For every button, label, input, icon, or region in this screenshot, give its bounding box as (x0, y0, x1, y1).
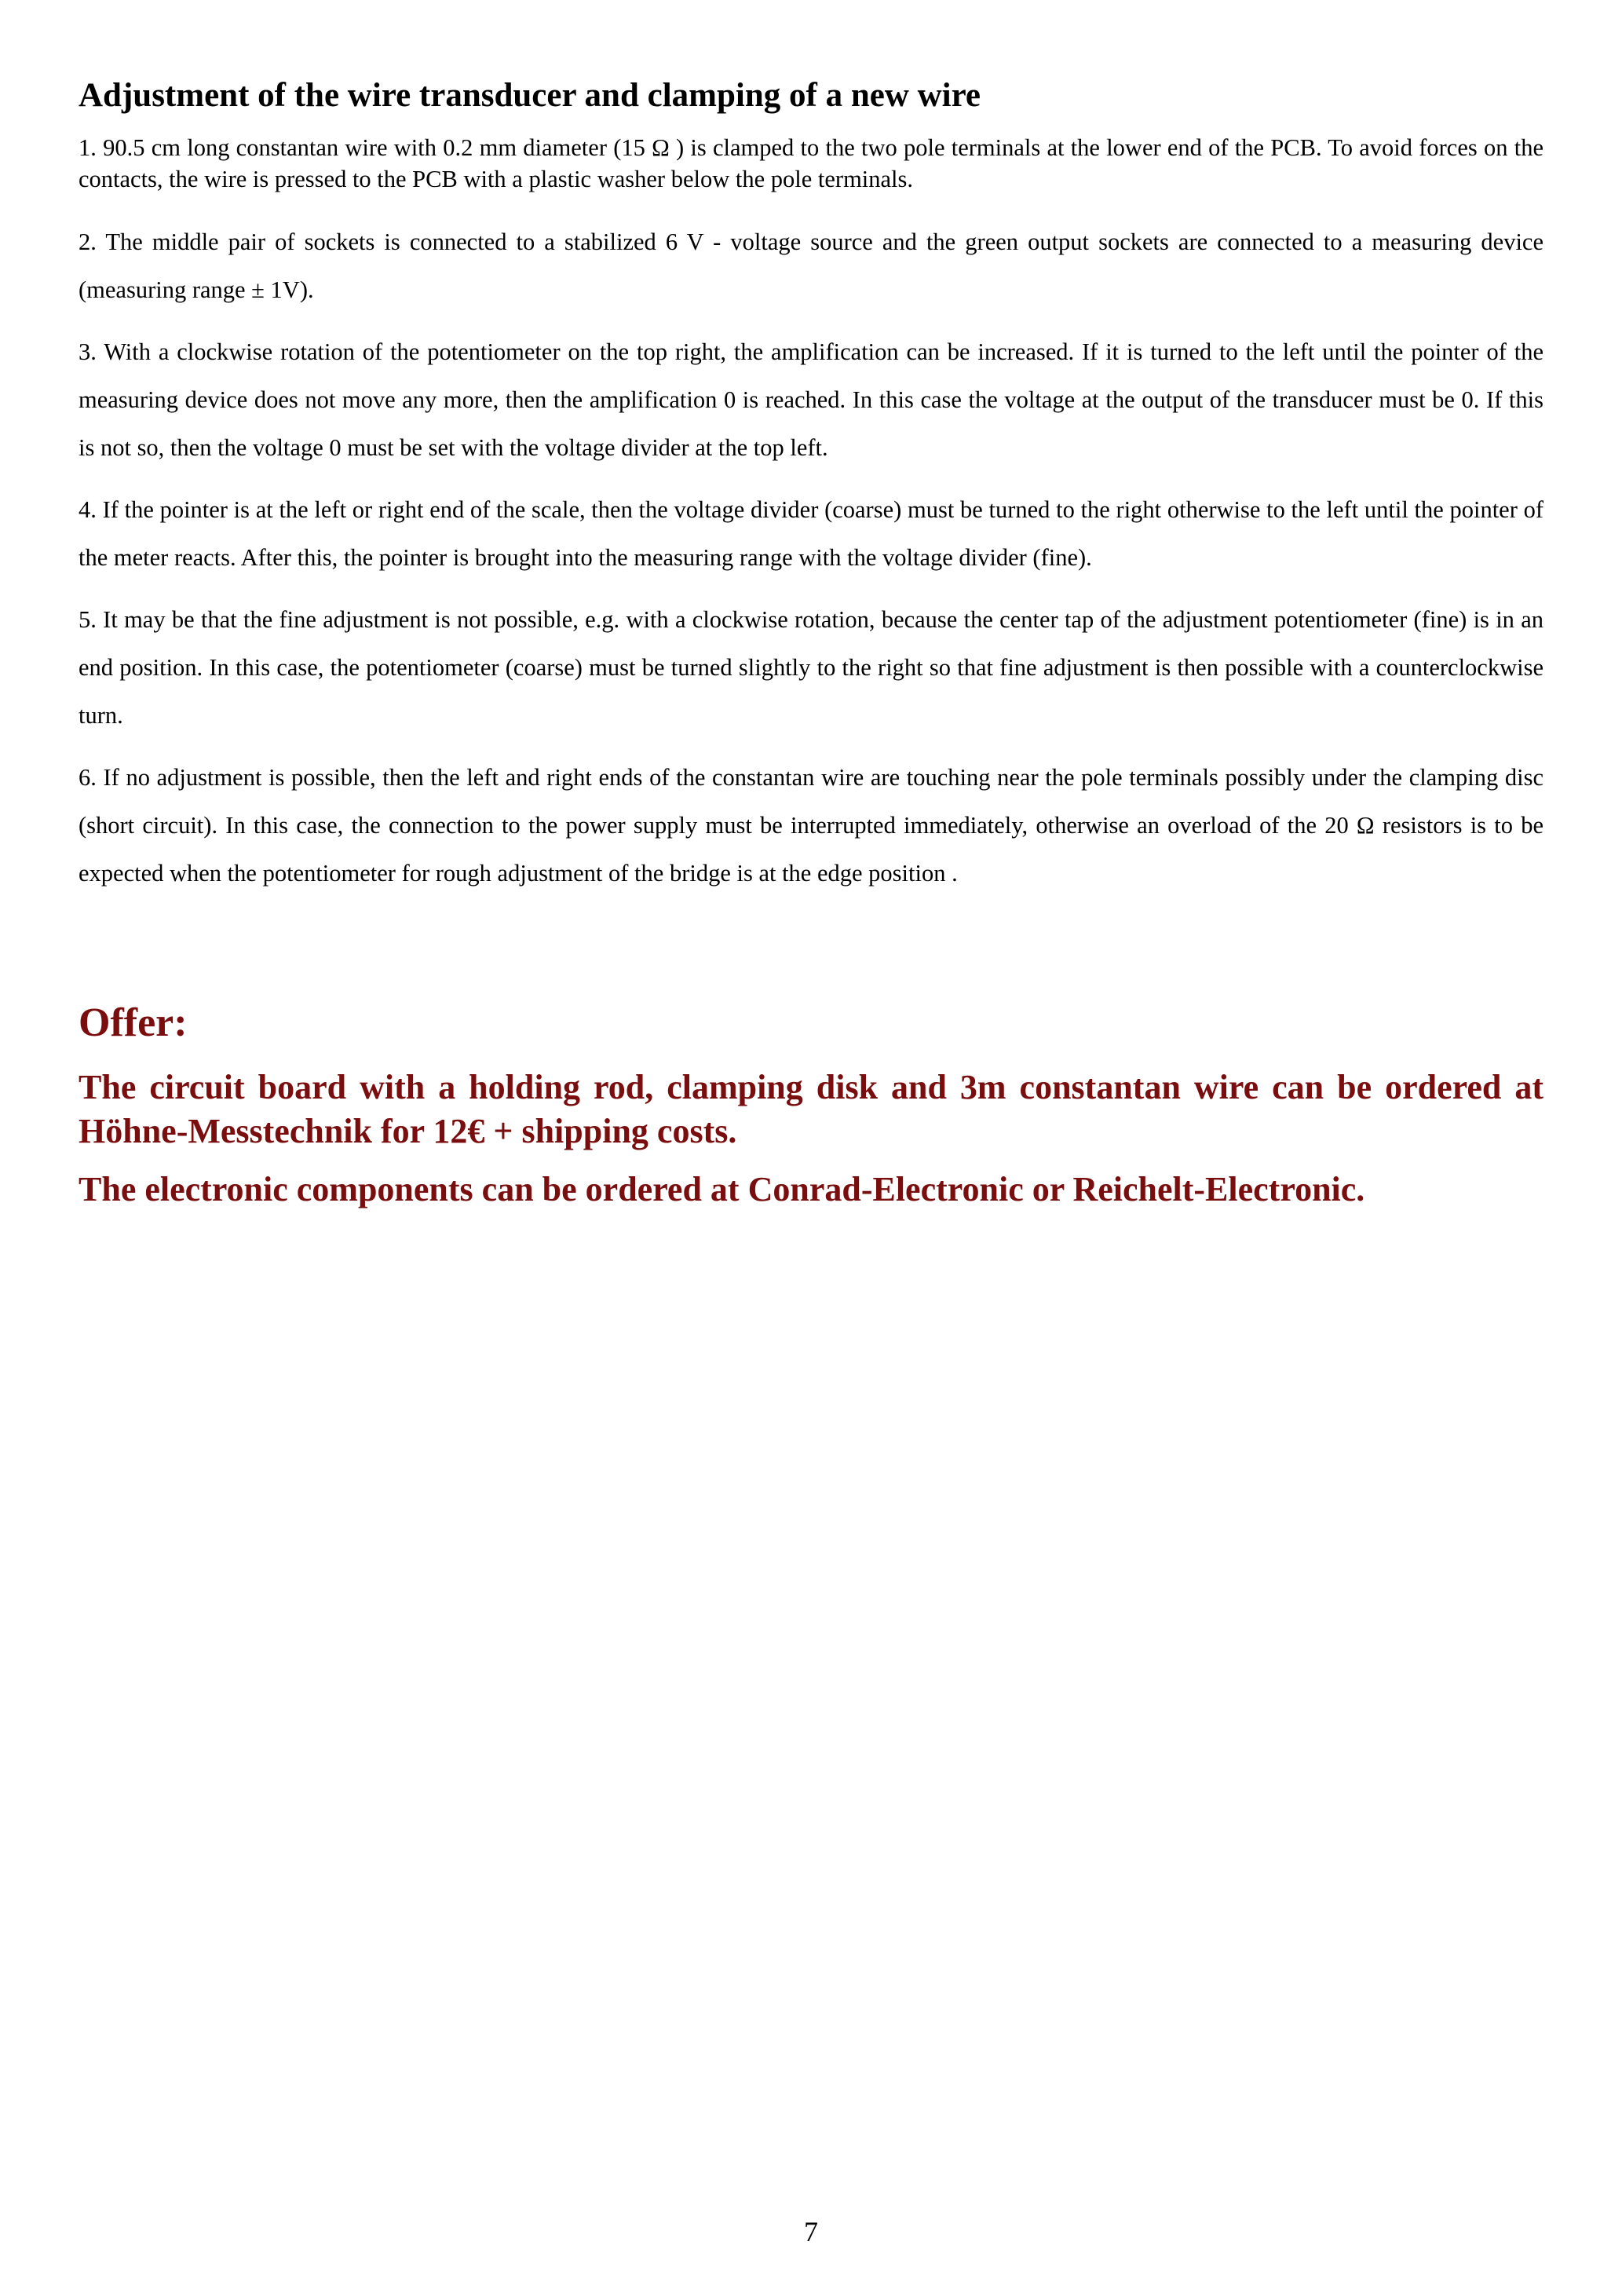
paragraph-5: 5. It may be that the fine adjustment is not possible, e.g. with a clockwise rotation, because the center tap of the adjustment potentiometer (fine) is in an end position. In this case, the potentiometer (coarse) must be turned slightly to the right so that fine adjustment is then possible with a counterclockwise turn. (79, 606, 1543, 729)
offer-line-1: The circuit board with a holding rod, clamping disk and 3m constantan wire can be ordered at Höhne-Messtechnik for 12€ + shipping costs. (79, 1068, 1543, 1150)
offer-line-2: The electronic components can be ordered at Conrad-Electronic or Reichelt-Electronic. (79, 1170, 1365, 1208)
document-page (79, 75, 1543, 1226)
offer-title: Offer: (79, 1000, 188, 1045)
paragraph-6: 6. If no adjustment is possible, then the left and right ends of the constantan wire are touching near the pole terminals possibly under the clamping disc (short circuit). In this case, the connection to the power supply must be interrupted immediately, otherwise an overload of the 20 Ω resistors is to be expected when the potentiometer for rough adjustment of the bridge is at the edge position . (79, 764, 1543, 887)
paragraph-3: 3. With a clockwise rotation of the potentiometer on the top right, the amplification can be increased. If it is turned to the left until the pointer of the measuring device does not move any more, then the amplification 0 is reached. In this case the voltage at the output of the transducer must be 0. If this is not so, then the voltage 0 must be set with the voltage divider at the top left. (79, 338, 1543, 461)
paragraph-1: 1. 90.5 cm long constantan wire with 0.2 mm diameter (15 Ω ) is clamped to the two pole terminals at the lower end of the PCB. To avoid forces on the contacts, the wire is pressed to the PCB with a plastic washer below the pole terminals. (79, 134, 1543, 192)
section-heading: Adjustment of the wire transducer and clamping of a new wire (79, 77, 981, 114)
page-number: 7 (804, 2216, 818, 2247)
paragraph-4: 4. If the pointer is at the left or right end of the scale, then the voltage divider (coarse) must be turned to the right otherwise to the left until the pointer of the meter reacts. After this, the pointer is brought into the measuring range with the voltage divider (fine). (79, 496, 1543, 571)
paragraph-2: 2. The middle pair of sockets is connected to a stabilized 6 V - voltage source and the green output sockets are connected to a measuring device (measuring range ± 1V). (79, 229, 1543, 303)
